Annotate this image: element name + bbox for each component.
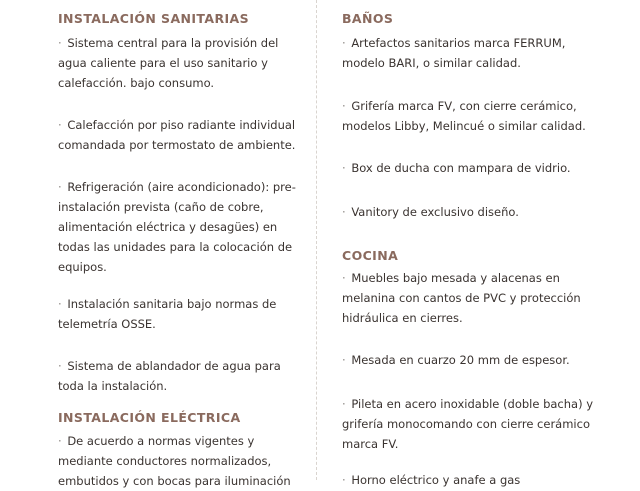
section-heading-cocina: COCINA	[342, 248, 399, 263]
item-text: Artefactos sanitarios marca FERRUM, modelo BARI, o similar calidad.	[342, 36, 566, 70]
section-heading-instalacion-electrica: INSTALACIÓN ELÉCTRICA	[58, 410, 241, 425]
item-text: Muebles bajo mesada y alacenas en melanina con cantos de PVC y protección hidráulica en cierres.	[342, 271, 581, 325]
list-item	[58, 294, 303, 334]
bullet: ·	[58, 36, 62, 50]
bullet: ·	[342, 353, 346, 367]
bullet: ·	[342, 99, 346, 113]
item-text: Mesada en cuarzo 20 mm de espesor.	[351, 353, 570, 367]
list-item	[342, 96, 602, 136]
bullet: ·	[58, 434, 62, 448]
list-item	[342, 33, 602, 73]
list-item	[58, 431, 303, 491]
bullet: ·	[342, 397, 346, 411]
bullet: ·	[342, 205, 346, 219]
bullet: ·	[58, 180, 62, 194]
list-item	[58, 33, 303, 93]
item-text: Sistema de ablandador de agua para toda la instalación.	[58, 359, 281, 393]
item-text: Calefacción por piso radiante individual comandada por termostato de ambiente.	[58, 118, 296, 152]
list-item	[58, 177, 303, 277]
section-heading-instalacion-sanitarias: INSTALACIÓN SANITARIAS	[58, 11, 250, 26]
list-item	[342, 394, 602, 454]
bullet: ·	[342, 271, 346, 285]
section-heading-banos: BAÑOS	[342, 11, 394, 26]
bullet: ·	[58, 118, 62, 132]
item-text: Instalación sanitaria bajo normas de telemetría OSSE.	[58, 297, 277, 331]
item-text: Grifería marca FV, con cierre cerámico, modelos Libby, Melincué o similar calidad.	[342, 99, 586, 133]
bullet: ·	[342, 36, 346, 50]
list-item	[342, 350, 602, 370]
item-text: Pileta en acero inoxidable (doble bacha) y grifería monocomando con cierre cerámico marca FV.	[342, 397, 594, 451]
list-item	[342, 158, 602, 178]
list-item	[342, 268, 602, 328]
item-text: Sistema central para la provisión del agua caliente para el uso sanitario y calefacción. bajo consumo.	[58, 36, 279, 90]
column-divider	[316, 0, 318, 480]
bullet: ·	[342, 161, 346, 175]
item-text: De acuerdo a normas vigentes y mediante conductores normalizados, embutidos y con bocas para iluminación	[58, 434, 291, 488]
bullet: ·	[342, 473, 346, 487]
item-text: Horno eléctrico y anafe a gas	[351, 473, 521, 487]
item-text: Box de ducha con mampara de vidrio.	[351, 161, 571, 175]
list-item	[342, 202, 602, 222]
item-text: Refrigeración (aire acondicionado): pre-instalación prevista (caño de cobre, alimentación eléctrica y desagües) en todas las unidades para la colocación de equipos.	[58, 180, 296, 274]
list-item	[58, 356, 303, 396]
item-text: Vanitory de exclusivo diseño.	[351, 205, 519, 219]
bullet: ·	[58, 359, 62, 373]
list-item	[342, 470, 602, 490]
bullet: ·	[58, 297, 62, 311]
list-item	[58, 115, 303, 155]
